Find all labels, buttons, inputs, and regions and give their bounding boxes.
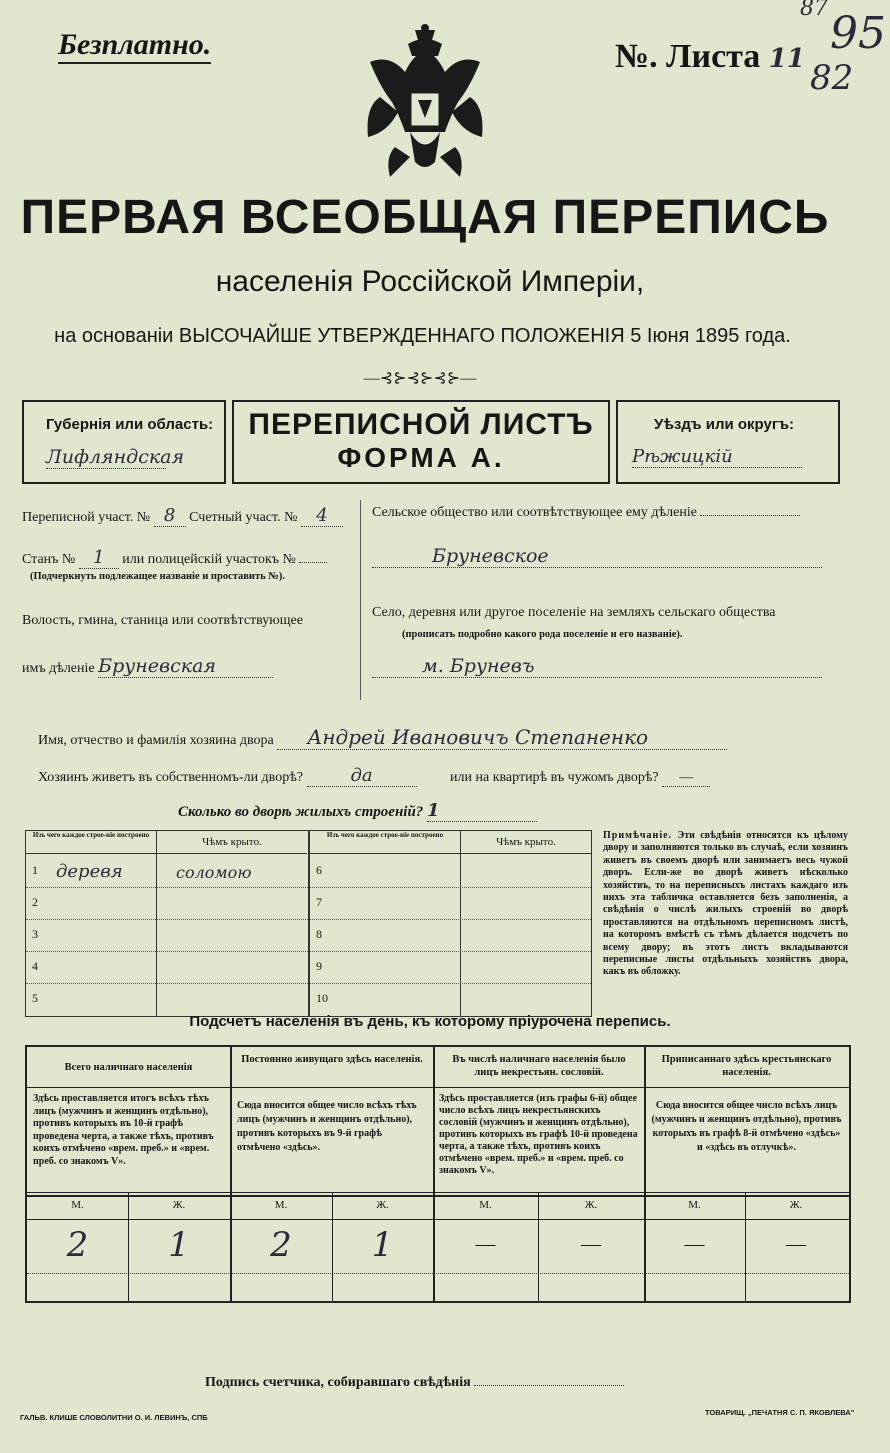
tally-col-head: Всего наличнаго населенія xyxy=(64,1062,193,1073)
tally-value: 2 xyxy=(270,1225,292,1265)
tally-col-desc: Здѣсь проставляется итогъ всѣхъ тѣхъ лицъ (мужчинъ и женщинъ отдѣльно), противъ которыхъ въ 10-й графѣ проведена черта, а также тѣхъ, противъ коихъ отмѣчено «врем. преб.» и «врем. преб. со знакомъ V». xyxy=(33,1093,214,1167)
volost-label: Волость, гмина, станица или соотвѣтствующее xyxy=(22,613,303,628)
tally-value: — xyxy=(684,1233,705,1255)
tally-f-label: Ж. xyxy=(376,1199,389,1211)
census-title: ПЕРВАЯ ВСЕОБЩАЯ ПЕРЕПИСЬ xyxy=(20,191,830,244)
sheet-number-label: №. Листа 11 xyxy=(615,38,805,75)
uezd-value: Рѣжицкій xyxy=(632,446,802,468)
buildings-label: Сколько во дворѣ жилыхъ строеній? xyxy=(178,804,424,820)
col-material-header-left: Изъ чего каждое строе-ніе построено xyxy=(26,831,157,854)
form-letter: ФОРМА А. xyxy=(337,442,505,473)
buildings-table xyxy=(25,830,592,1017)
col-roof-header-right: Чѣмъ крыто. xyxy=(461,831,591,854)
tally-table xyxy=(25,1045,851,1197)
stan-value: 1 xyxy=(79,547,119,569)
corner-mark-1: 87 xyxy=(800,0,828,21)
building-row: 4 xyxy=(26,951,308,984)
volost-value: Бруневская xyxy=(98,655,273,678)
obshchestvo-value: Бруневское xyxy=(372,545,822,568)
gubernia-box xyxy=(22,400,226,484)
building-row: 2 xyxy=(26,887,308,920)
building-row: 1 деревя соломою xyxy=(26,855,308,888)
own-yard-label: Хозяинъ живетъ въ собственномъ-ли дворѣ? xyxy=(38,770,304,785)
tally-value: 1 xyxy=(168,1225,190,1265)
form-title: ПЕРЕПИСНОЙ ЛИСТЪ xyxy=(248,408,594,441)
uezd-label: Уѣздъ или округъ: xyxy=(654,416,795,433)
tally-f-label: Ж. xyxy=(789,1199,803,1211)
tally-f-label: Ж. xyxy=(172,1199,186,1211)
tally-col-desc: Здѣсь проставляется (изъ графы 6-й) общее число всѣхъ лицъ некрестьянскихъ сословій (мужчинъ и женщинъ отдѣльно), противъ которыхъ въ графѣ 10-й проведена черта, а также тѣхъ, противъ коихъ отмѣчено «врем. преб.» и «врем. преб. со знакомъ V». xyxy=(439,1093,638,1176)
tally-col-head: Постоянно живущаго здѣсь населенія. xyxy=(241,1054,423,1065)
census-subtitle: населенія Россійской Имперіи, xyxy=(215,265,645,298)
tally-title: Подсчетъ населенія въ день, къ которому пріурочена перепись. xyxy=(189,1013,671,1030)
tally-col-head: Приписаннаго здѣсь крестьянскаго населенія. xyxy=(661,1054,832,1078)
schetny-uchast-label: Счетный участ. № xyxy=(189,510,298,525)
tally-m-label: М. xyxy=(274,1199,288,1211)
tally-values xyxy=(25,1193,851,1303)
tally-m-label: М. xyxy=(479,1199,492,1211)
census-basis: на основаніи ВЫСОЧАЙШЕ УТВЕРЖДЕННАГО ПОЛОЖЕНІЯ 5 Іюня 1895 года. xyxy=(54,325,791,347)
tally-value: — xyxy=(786,1233,806,1255)
selo-value: м. Бруневъ xyxy=(372,655,822,678)
tally-value: — xyxy=(475,1233,496,1255)
selo-note: (прописать подробно какого рода поселеніе и его названіе). xyxy=(402,629,683,640)
col-material-header-right: Изъ чего каждое строе-ніе построено xyxy=(310,831,461,854)
rent-value: — xyxy=(662,770,710,787)
tally-value: 1 xyxy=(371,1225,394,1265)
field-divider xyxy=(360,500,361,700)
note-text: Эти свѣдѣнія относятся къ цѣлому двору и заполняются только въ случаѣ, если хозяинъ живетъ въ своемъ дворѣ или занимаетъ весь чужой дворъ. Если-же во дворѣ живетъ нѣсколько хозяйствъ, то на переписныхъ листахъ каждаго изъ нихъ эта табличка оставляется безъ заполненія, а свѣдѣнія о числѣ жилыхъ строеній во дворѣ проставляются на отдѣльномъ переписномъ листѣ, на которомъ вмѣстѣ съ тѣмъ дѣлается подсчетъ по всему двору; въ этотъ листъ вкладываются переписные листы отдѣльныхъ хозяйствъ двора, какъ въ обложку. xyxy=(603,830,848,978)
corner-mark-2: 95 xyxy=(830,8,886,59)
schetny-uchast-value: 4 xyxy=(301,505,343,527)
note-head: Примѣчаніе. xyxy=(603,830,673,841)
building-row: 5 xyxy=(32,991,38,1005)
building-row: 7 xyxy=(310,887,591,920)
tally-col-desc: Сюда вносится общее число всѣхъ лицъ (мужчинъ и женщинъ отдѣльно), противъ которыхъ въ графѣ 8-й отмѣчено «здѣсь» и «здѣсь въ отлучкѣ». xyxy=(651,1100,842,1153)
owner-name-value: Андрей Ивановичъ Степаненко xyxy=(277,725,727,750)
tally-col-desc: Сюда вносится общее число всѣхъ тѣхъ лицъ (мужчинъ и женщинъ отдѣльно), противъ которыхъ въ 9-й графѣ отмѣчено «здѣсь». xyxy=(237,1100,417,1153)
stan-label: Станъ № xyxy=(22,552,76,567)
imperial-eagle-emblem xyxy=(360,22,490,187)
tally-m-label: М. xyxy=(71,1199,84,1211)
tally-m-label: М. xyxy=(688,1199,701,1211)
signature-label: Подпись счетчика, собиравшаго свѣдѣнія xyxy=(205,1375,471,1390)
form-title-box xyxy=(232,400,610,484)
police-label: или полицейскій участокъ № xyxy=(122,552,296,567)
uezd-box xyxy=(616,400,840,484)
printer-left: ГАЛЬВ. КЛИШЕ СЛОВОЛИТНИ О. И. ЛЕВИНЪ, СПБ xyxy=(20,1413,208,1422)
ornament-divider: —⊰⊱⊰⊱⊰⊱— xyxy=(363,370,477,387)
gubernia-label: Губернія или область: xyxy=(46,416,214,433)
rent-label: или на квартирѣ въ чужомъ дворѣ? xyxy=(450,770,659,785)
selo-label: Село, деревня или другое поселеніе на земляхъ сельскаго общества xyxy=(372,605,776,620)
building-row: 8 xyxy=(310,919,591,952)
own-yard-value: да xyxy=(307,765,417,787)
table-note xyxy=(603,830,848,979)
sheet-number-value: 11 xyxy=(768,44,805,74)
perepis-uchast-label: Переписной участ. № xyxy=(22,510,151,525)
building-row: 3 xyxy=(26,919,308,952)
volost-label-2: имъ дѣленіе xyxy=(22,661,95,676)
building-row: 9 xyxy=(310,951,591,984)
free-label: Безплатно. xyxy=(58,28,211,64)
perepis-uchast-value: 8 xyxy=(154,505,186,527)
tally-f-label: Ж. xyxy=(584,1199,598,1211)
signature-line xyxy=(205,1375,624,1391)
building-row: 10 xyxy=(316,991,328,1005)
building-row: 6 xyxy=(310,855,591,888)
corner-mark-3: 82 xyxy=(810,58,854,98)
tally-value: 2 xyxy=(66,1225,89,1265)
tally-value: — xyxy=(581,1233,601,1255)
obshchestvo-label: Сельское общество или соотвѣтствующее ему дѣленіе xyxy=(372,505,697,520)
printer-right: ТОВАРИЩ. „ПЕЧАТНЯ С. П. ЯКОВЛЕВА" xyxy=(705,1408,855,1417)
gubernia-value: Лифляндская xyxy=(46,446,185,468)
owner-name-label: Имя, отчество и фамилія хозяина двора xyxy=(38,733,274,748)
tally-col-head: Въ числѣ наличнаго населенія было лицъ некрестьян. сословій. xyxy=(452,1054,626,1078)
police-note: (Подчеркнуть подлежащее названіе и проставить №). xyxy=(30,571,285,582)
col-roof-header-left: Чѣмъ крыто. xyxy=(157,831,307,854)
buildings-value: 1 xyxy=(427,800,537,822)
